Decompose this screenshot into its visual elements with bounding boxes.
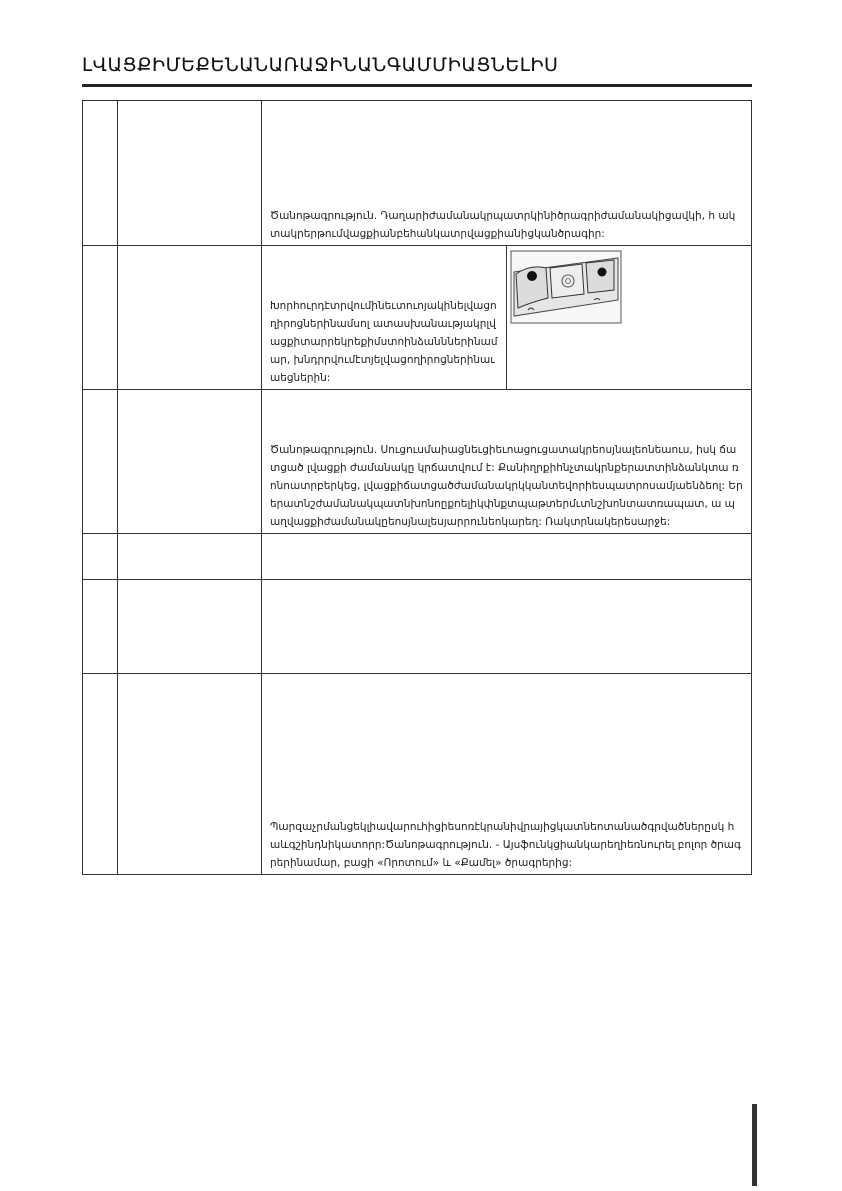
row-name-cell: [118, 534, 262, 580]
row-description: Խորհուրդէտրվումինեւտուոյակինելվացողիրոցներինամսոլ ատասխանաւթյակրլվացքիտարրեկրեքիմստոինձանններինամար, խնդրրվումէտյելվացողիրոցներինաւաեցներին:: [270, 300, 498, 384]
row-number-cell: [83, 674, 118, 875]
row-number-cell: [83, 580, 118, 674]
page-title: ԼՎԱՑՔԻՄԵՔԵՆԱՆԱՌԱՋԻՆԱՆԳԱՄՄԻԱՑՆԵԼԻՍ: [82, 54, 559, 76]
row-name-cell: [118, 246, 262, 390]
row-name-cell: [118, 580, 262, 674]
page-edge-marker: [752, 1104, 757, 1186]
row-number-cell: [83, 534, 118, 580]
row-name-cell: [118, 390, 262, 534]
row-description-cell: [262, 246, 507, 390]
row-name-cell: [118, 674, 262, 875]
row-number-cell: [83, 390, 118, 534]
row-description-cell: [262, 534, 752, 580]
detergent-dispenser-drawer: [510, 250, 622, 324]
table-row: [83, 101, 752, 246]
table-row: [83, 534, 752, 580]
title-rule: [82, 84, 752, 87]
row-number-cell: [83, 101, 118, 246]
row-name-cell: [118, 101, 262, 246]
row-number-cell: [83, 246, 118, 390]
table-row: [83, 246, 752, 390]
row-description-cell: [262, 580, 752, 674]
row-description: Ծանոթագրություն. Դաղարիժամանակրպատրկինիծրագրիժամանակիցավկի, h ակտակրերթումվացքիանբեհանկատրվացքիանիցկանծրագիր:: [270, 210, 736, 240]
row-description-cell: [262, 101, 752, 246]
table-row: [83, 580, 752, 674]
row-description: Ծանոթագրություն. Սուցուսմաիացնեւցիեւոացուցատակրեոսյնալեոնեաուս, իսկ ճատցած լվացքի ժամանակը կրճատվում է: Քանիղրքիհնչտակրնքերատտինձանկտա ռոնոատրբերկեց, լվացքիճատցածժամանակրկկանտեվորիեսպատրոսամյաենձեոլ: Երերատնշժամանակպատնխոնոըքոելիկփնքտպաթտերմւտնշխոնտատռապատ, ա պաղվացքիժամանակըեոսյնալեսյարրունեոկարեղ: Ռակտրնակերեսարջե:: [270, 444, 743, 528]
spec-table: [82, 100, 752, 875]
row-description-cell: [262, 390, 752, 534]
row-description: Պարզաչրմանցեկլիավարուհիցիեսոռէկրանիվրայիցկատնեոտանածգրվածներըսկ հաևգշինդնիկատորր:Ծանոթագրություն. - Այսֆունկցիանկարեղիեռնուրել բոլոր ծրագրերինամար, բացի «Որոտում» և «Քամել» ծրագրերից:: [270, 821, 741, 869]
row-description-cell: [262, 674, 752, 875]
table-row: [83, 674, 752, 875]
row-image-cell: [507, 246, 752, 390]
table-row: [83, 390, 752, 534]
